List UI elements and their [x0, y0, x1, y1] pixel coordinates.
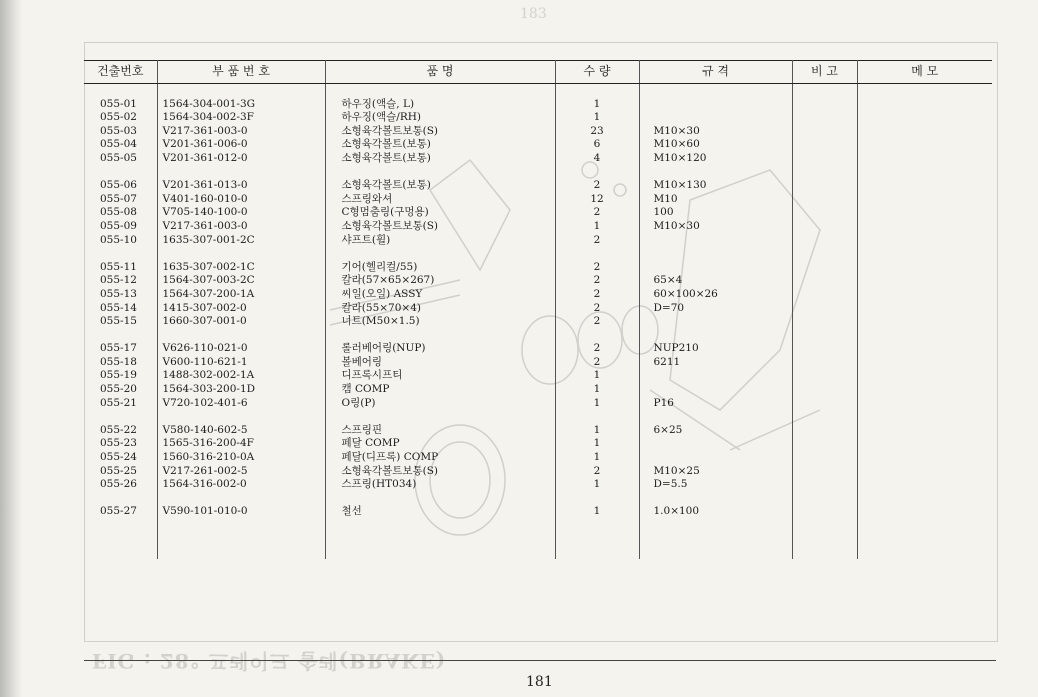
- memo-cell: [857, 437, 992, 451]
- item-number: 055-27: [84, 505, 157, 519]
- part-name: 캠 COMP: [325, 383, 555, 397]
- specification: [639, 98, 792, 112]
- note-cell: [792, 193, 857, 207]
- item-number: 055-01: [84, 98, 157, 112]
- item-number: 055-22: [84, 424, 157, 438]
- spacer-row: [84, 247, 992, 261]
- specification: [639, 261, 792, 275]
- part-name: 씨일(오일) ASSY: [325, 288, 555, 302]
- note-cell: [792, 152, 857, 166]
- table-row: [84, 315, 992, 329]
- specification: [639, 383, 792, 397]
- part-number: 1660-307-001-0: [157, 315, 325, 329]
- part-number: V201-361-006-0: [157, 138, 325, 152]
- quantity: 1: [555, 369, 639, 383]
- part-number: V705-140-100-0: [157, 206, 325, 220]
- item-number: 055-02: [84, 111, 157, 125]
- note-cell: [792, 220, 857, 234]
- part-name: 소형육각볼트보통(S): [325, 220, 555, 234]
- part-number: 1488-302-002-1A: [157, 369, 325, 383]
- specification: [639, 234, 792, 248]
- note-cell: [792, 288, 857, 302]
- specification: 100: [639, 206, 792, 220]
- item-number: 055-09: [84, 220, 157, 234]
- item-number: 055-20: [84, 383, 157, 397]
- memo-cell: [857, 274, 992, 288]
- part-name: 칼라(57×65×267): [325, 274, 555, 288]
- memo-cell: [857, 315, 992, 329]
- part-number: 1564-303-200-1D: [157, 383, 325, 397]
- item-number: 055-06: [84, 179, 157, 193]
- quantity: 2: [555, 274, 639, 288]
- spacer-row: [84, 84, 992, 98]
- note-cell: [792, 179, 857, 193]
- quantity: 2: [555, 302, 639, 316]
- specification: 65×4: [639, 274, 792, 288]
- part-name: 기어(헬리컬/55): [325, 261, 555, 275]
- specification: M10×30: [639, 220, 792, 234]
- note-cell: [792, 302, 857, 316]
- table-row: [84, 98, 992, 112]
- part-number: V217-361-003-0: [157, 220, 325, 234]
- table-row: [84, 437, 992, 451]
- note-cell: [792, 138, 857, 152]
- specification: D=70: [639, 302, 792, 316]
- specification: [639, 437, 792, 451]
- memo-cell: [857, 98, 992, 112]
- item-number: 055-18: [84, 356, 157, 370]
- part-number: V217-361-003-0: [157, 125, 325, 139]
- quantity: 4: [555, 152, 639, 166]
- memo-cell: [857, 179, 992, 193]
- part-name: 하우징(액슬, L): [325, 98, 555, 112]
- part-name: O링(P): [325, 397, 555, 411]
- table-row: [84, 274, 992, 288]
- quantity: 2: [555, 234, 639, 248]
- item-number: 055-17: [84, 342, 157, 356]
- page-edge-shadow: [0, 0, 22, 697]
- note-cell: [792, 356, 857, 370]
- specification: 1.0×100: [639, 505, 792, 519]
- table-row: [84, 302, 992, 316]
- quantity: 2: [555, 206, 639, 220]
- note-cell: [792, 261, 857, 275]
- quantity: 1: [555, 437, 639, 451]
- note-cell: [792, 478, 857, 492]
- note-cell: [792, 451, 857, 465]
- parts-table: [84, 60, 992, 559]
- item-number: 055-19: [84, 369, 157, 383]
- specification: M10×30: [639, 125, 792, 139]
- spacer-row: [84, 329, 992, 343]
- note-cell: [792, 342, 857, 356]
- spacer-row: [84, 492, 992, 506]
- table-row: [84, 356, 992, 370]
- bottom-rule: [84, 660, 996, 661]
- memo-cell: [857, 138, 992, 152]
- memo-cell: [857, 288, 992, 302]
- part-number: 1635-307-002-1C: [157, 261, 325, 275]
- quantity: 1: [555, 451, 639, 465]
- part-name: 볼베어링: [325, 356, 555, 370]
- quantity: 2: [555, 465, 639, 479]
- part-number: V580-140-602-5: [157, 424, 325, 438]
- part-name: 페달 COMP: [325, 437, 555, 451]
- part-name: 소형육각볼트(보통): [325, 138, 555, 152]
- specification: M10×130: [639, 179, 792, 193]
- quantity: 1: [555, 505, 639, 519]
- table-row: [84, 152, 992, 166]
- item-number: 055-26: [84, 478, 157, 492]
- part-name: 소형육각볼트(보통): [325, 152, 555, 166]
- part-name: 스프링핀: [325, 424, 555, 438]
- part-number: 1564-304-001-3G: [157, 98, 325, 112]
- header-note: 비 고: [792, 61, 857, 84]
- part-name: 칼라(55×70×4): [325, 302, 555, 316]
- item-number: 055-14: [84, 302, 157, 316]
- header-part-name: 품 명: [325, 61, 555, 84]
- table-row: [84, 220, 992, 234]
- item-number: 055-24: [84, 451, 157, 465]
- memo-cell: [857, 206, 992, 220]
- specification: NUP210: [639, 342, 792, 356]
- part-name: 스프링(HT034): [325, 478, 555, 492]
- note-cell: [792, 125, 857, 139]
- specification: [639, 315, 792, 329]
- table-row: [84, 261, 992, 275]
- quantity: 1: [555, 424, 639, 438]
- specification: 6211: [639, 356, 792, 370]
- part-name: 스프링와셔: [325, 193, 555, 207]
- item-number: 055-23: [84, 437, 157, 451]
- quantity: 1: [555, 478, 639, 492]
- note-cell: [792, 383, 857, 397]
- bleed-through-page-number: 183: [520, 6, 547, 22]
- item-number: 055-07: [84, 193, 157, 207]
- part-number: V626-110-021-0: [157, 342, 325, 356]
- table-header-row: [84, 61, 992, 84]
- specification: 6×25: [639, 424, 792, 438]
- part-name: 페달(디프록) COMP: [325, 451, 555, 465]
- part-number: 1564-307-200-1A: [157, 288, 325, 302]
- header-spec: 규 격: [639, 61, 792, 84]
- table-row: [84, 111, 992, 125]
- quantity: 2: [555, 315, 639, 329]
- note-cell: [792, 505, 857, 519]
- memo-cell: [857, 342, 992, 356]
- memo-cell: [857, 261, 992, 275]
- part-name: 소형육각볼트(보통): [325, 179, 555, 193]
- part-number: 1415-307-002-0: [157, 302, 325, 316]
- part-number: 1564-307-003-2C: [157, 274, 325, 288]
- header-part-number: 부 품 번 호: [157, 61, 325, 84]
- memo-cell: [857, 220, 992, 234]
- specification: M10×120: [639, 152, 792, 166]
- part-number: V201-361-013-0: [157, 179, 325, 193]
- table-row: [84, 369, 992, 383]
- memo-cell: [857, 424, 992, 438]
- part-name: 롤러베어링(NUP): [325, 342, 555, 356]
- note-cell: [792, 274, 857, 288]
- quantity: 2: [555, 179, 639, 193]
- quantity: 1: [555, 111, 639, 125]
- item-number: 055-10: [84, 234, 157, 248]
- item-number: 055-03: [84, 125, 157, 139]
- quantity: 12: [555, 193, 639, 207]
- part-name: 샤프트(휠): [325, 234, 555, 248]
- spacer-row: [84, 519, 992, 559]
- part-name: C형멈춤링(구멍용): [325, 206, 555, 220]
- item-number: 055-21: [84, 397, 157, 411]
- part-name: 철선: [325, 505, 555, 519]
- memo-cell: [857, 302, 992, 316]
- part-number: 1560-316-210-0A: [157, 451, 325, 465]
- header-item-no: 건출번호: [84, 61, 157, 84]
- bleed-through-caption: FIG : 28° 프레이크 솔레(BRAKE): [92, 649, 447, 673]
- specification: [639, 451, 792, 465]
- part-number: V600-110-621-1: [157, 356, 325, 370]
- page-number: 181: [526, 674, 553, 690]
- part-number: 1635-307-001-2C: [157, 234, 325, 248]
- table-row: [84, 478, 992, 492]
- table-row: [84, 397, 992, 411]
- specification: [639, 111, 792, 125]
- memo-cell: [857, 356, 992, 370]
- table-row: [84, 138, 992, 152]
- specification: D=5.5: [639, 478, 792, 492]
- table-row: [84, 451, 992, 465]
- quantity: 6: [555, 138, 639, 152]
- memo-cell: [857, 111, 992, 125]
- memo-cell: [857, 383, 992, 397]
- memo-cell: [857, 465, 992, 479]
- spacer-row: [84, 410, 992, 424]
- item-number: 055-08: [84, 206, 157, 220]
- table-row: [84, 234, 992, 248]
- part-number: 1564-316-002-0: [157, 478, 325, 492]
- note-cell: [792, 315, 857, 329]
- part-number: 1564-304-002-3F: [157, 111, 325, 125]
- quantity: 1: [555, 220, 639, 234]
- part-name: 소형육각볼트보통(S): [325, 125, 555, 139]
- note-cell: [792, 397, 857, 411]
- memo-cell: [857, 397, 992, 411]
- quantity: 1: [555, 397, 639, 411]
- specification: M10×60: [639, 138, 792, 152]
- table-row: [84, 179, 992, 193]
- specification: 60×100×26: [639, 288, 792, 302]
- note-cell: [792, 111, 857, 125]
- table-row: [84, 206, 992, 220]
- specification: [639, 369, 792, 383]
- table-row: [84, 288, 992, 302]
- item-number: 055-25: [84, 465, 157, 479]
- quantity: 1: [555, 383, 639, 397]
- memo-cell: [857, 234, 992, 248]
- memo-cell: [857, 152, 992, 166]
- part-number: 1565-316-200-4F: [157, 437, 325, 451]
- part-number: V590-101-010-0: [157, 505, 325, 519]
- table-row: [84, 424, 992, 438]
- note-cell: [792, 465, 857, 479]
- memo-cell: [857, 193, 992, 207]
- part-name: 소형육각볼트보통(S): [325, 465, 555, 479]
- spacer-row: [84, 166, 992, 180]
- specification: M10×25: [639, 465, 792, 479]
- table-row: [84, 465, 992, 479]
- memo-cell: [857, 451, 992, 465]
- part-number: V401-160-010-0: [157, 193, 325, 207]
- header-quantity: 수 량: [555, 61, 639, 84]
- table-row: [84, 505, 992, 519]
- item-number: 055-04: [84, 138, 157, 152]
- table-row: [84, 342, 992, 356]
- item-number: 055-13: [84, 288, 157, 302]
- note-cell: [792, 369, 857, 383]
- quantity: 2: [555, 356, 639, 370]
- note-cell: [792, 206, 857, 220]
- specification: P16: [639, 397, 792, 411]
- table-row: [84, 193, 992, 207]
- note-cell: [792, 437, 857, 451]
- part-name: 너트(M50×1.5): [325, 315, 555, 329]
- quantity: 2: [555, 342, 639, 356]
- table-row: [84, 383, 992, 397]
- specification: M10: [639, 193, 792, 207]
- part-number: V720-102-401-6: [157, 397, 325, 411]
- note-cell: [792, 424, 857, 438]
- item-number: 055-15: [84, 315, 157, 329]
- table-row: [84, 125, 992, 139]
- part-number: V201-361-012-0: [157, 152, 325, 166]
- memo-cell: [857, 505, 992, 519]
- header-memo: 메 모: [857, 61, 992, 84]
- note-cell: [792, 98, 857, 112]
- memo-cell: [857, 369, 992, 383]
- quantity: 2: [555, 261, 639, 275]
- part-number: V217-261-002-5: [157, 465, 325, 479]
- item-number: 055-12: [84, 274, 157, 288]
- memo-cell: [857, 478, 992, 492]
- memo-cell: [857, 125, 992, 139]
- part-name: 하우징(액슬/RH): [325, 111, 555, 125]
- quantity: 23: [555, 125, 639, 139]
- quantity: 1: [555, 98, 639, 112]
- note-cell: [792, 234, 857, 248]
- part-name: 디프록시프티: [325, 369, 555, 383]
- quantity: 2: [555, 288, 639, 302]
- item-number: 055-11: [84, 261, 157, 275]
- item-number: 055-05: [84, 152, 157, 166]
